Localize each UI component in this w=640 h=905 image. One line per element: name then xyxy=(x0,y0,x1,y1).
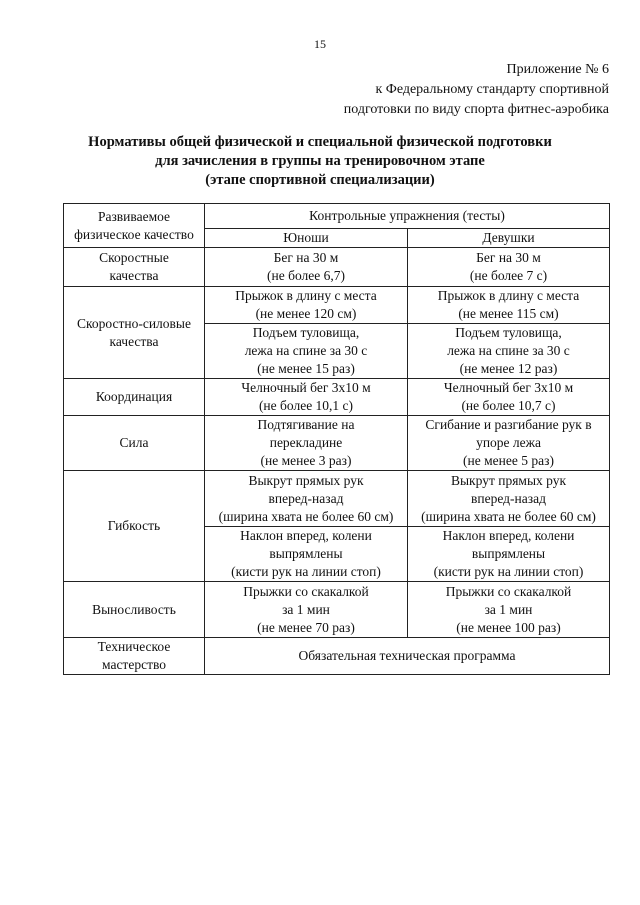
table-row xyxy=(64,471,610,527)
cell-line: Прыжок в длину с места xyxy=(437,288,580,303)
cell-line: Подъем туловища, xyxy=(455,325,562,340)
program-cell: Обязательная техническая программа xyxy=(205,638,610,675)
cell-line: (не менее 115 см) xyxy=(458,306,559,321)
girls-cell xyxy=(408,471,610,527)
boys-cell xyxy=(205,287,408,324)
cell-line: Бег на 30 м xyxy=(273,250,339,265)
cell-line: (не более 6,7) xyxy=(267,268,345,283)
cell-line: Подъем туловища, xyxy=(252,325,360,340)
cell-line: (ширина хвата не более 60 см) xyxy=(218,508,394,524)
table-row xyxy=(64,379,610,416)
cell-line: Наклон вперед, колени xyxy=(240,528,372,543)
table-header-row xyxy=(64,204,610,229)
cell-line: (не менее 15 раз) xyxy=(257,361,355,376)
appendix-header xyxy=(344,60,609,120)
quality-cell: Координация xyxy=(64,379,205,416)
cell-line: Наклон вперед, колени xyxy=(442,528,575,543)
cell-line: (кисти рук на линии стоп) xyxy=(433,564,584,579)
girls-cell xyxy=(408,248,610,287)
table-row xyxy=(64,416,610,471)
header-exercises-cell: Контрольные упражнения (тесты) xyxy=(205,204,610,229)
quality-cell xyxy=(64,638,205,675)
header-quality-cell xyxy=(64,204,205,248)
boys-cell xyxy=(205,379,408,416)
cell-line: (не менее 5 раз) xyxy=(463,453,554,468)
cell-line: качества xyxy=(109,333,159,349)
table-row xyxy=(64,582,610,638)
document-title xyxy=(0,133,640,190)
cell-line: перекладине xyxy=(269,435,343,450)
header-quality-line: Развиваемое xyxy=(97,208,171,224)
cell-line: (не менее 12 раз) xyxy=(459,361,558,376)
appendix-number: Приложение № 6 xyxy=(506,62,609,77)
cell-line: за 1 мин xyxy=(484,601,533,617)
girls-cell xyxy=(408,287,610,324)
girls-cell xyxy=(408,582,610,638)
table-row xyxy=(64,248,610,287)
table-row xyxy=(64,638,610,675)
cell-line: (не менее 3 раз) xyxy=(260,453,352,468)
cell-line: (не более 10,1 с) xyxy=(258,398,354,413)
quality-cell xyxy=(64,287,205,379)
cell-line: Скоростно-силовые xyxy=(77,315,191,331)
cell-line: Выкрут прямых рук xyxy=(450,472,567,488)
boys-cell xyxy=(205,582,408,638)
girls-cell xyxy=(408,324,610,379)
cell-line: за 1 мин xyxy=(282,601,330,617)
cell-line: вперед-назад xyxy=(268,490,344,506)
cell-line: Техническое xyxy=(97,639,171,654)
quality-cell: Сила xyxy=(64,416,205,471)
boys-cell xyxy=(205,527,408,582)
cell-line: (не более 10,7 с) xyxy=(461,398,556,413)
cell-line: (кисти рук на линии стоп) xyxy=(231,564,381,579)
appendix-sport: подготовки по виду спорта фитнес-аэробика xyxy=(343,102,609,117)
cell-line: Прыжки со скакалкой xyxy=(445,583,572,599)
quality-cell: Гибкость xyxy=(64,471,205,582)
boys-cell xyxy=(205,248,408,287)
cell-line: (ширина хвата не более 60 см) xyxy=(421,508,596,524)
cell-line: Прыжок в длину с места xyxy=(235,288,377,303)
boys-cell xyxy=(205,471,408,527)
cell-line: Челночный бег 3х10 м xyxy=(443,380,574,395)
cell-line: Подтягивание на xyxy=(257,417,355,432)
cell-line: качества xyxy=(109,268,159,283)
girls-cell xyxy=(408,416,610,471)
boys-cell xyxy=(205,324,408,379)
cell-line: Скоростные xyxy=(99,250,169,265)
title-line-1: Нормативы общей физической и специальной физической подготовки xyxy=(88,134,552,150)
appendix-standard: к Федеральному стандарту спортивной xyxy=(375,82,609,97)
cell-line: Прыжки со скакалкой xyxy=(243,583,369,599)
header-boys-cell: Юноши xyxy=(205,229,408,248)
boys-cell xyxy=(205,416,408,471)
cell-line: выпрямлены xyxy=(269,546,343,561)
standards-table xyxy=(63,203,610,675)
cell-line: (не менее 100 раз) xyxy=(456,619,561,635)
quality-cell xyxy=(64,248,205,287)
cell-line: лежа на спине за 30 с xyxy=(244,343,368,358)
cell-line: (не менее 70 раз) xyxy=(257,619,355,635)
cell-line: (не более 7 с) xyxy=(469,268,548,283)
quality-cell: Выносливость xyxy=(64,582,205,638)
cell-line: упоре лежа xyxy=(476,435,541,450)
cell-line: (не менее 120 см) xyxy=(255,306,357,321)
header-girls-cell: Девушки xyxy=(408,229,610,248)
girls-cell xyxy=(408,527,610,582)
cell-line: Выкрут прямых рук xyxy=(248,472,364,488)
cell-line: выпрямлены xyxy=(471,546,546,561)
header-quality-line: физическое качество xyxy=(74,226,194,242)
page-number: 15 xyxy=(314,37,326,51)
girls-cell xyxy=(408,379,610,416)
cell-line: Челночный бег 3х10 м xyxy=(241,380,371,395)
table-row xyxy=(64,287,610,324)
cell-line: Сгибание и разгибание рук в xyxy=(425,417,592,432)
cell-line: вперед-назад xyxy=(471,490,546,506)
cell-line: мастерство xyxy=(102,657,166,672)
title-line-2: для зачисления в группы на тренировочном этапе xyxy=(155,153,485,169)
title-line-3: (этапе спортивной специализации) xyxy=(205,172,435,188)
cell-line: Бег на 30 м xyxy=(476,250,541,265)
cell-line: лежа на спине за 30 с xyxy=(447,343,570,358)
